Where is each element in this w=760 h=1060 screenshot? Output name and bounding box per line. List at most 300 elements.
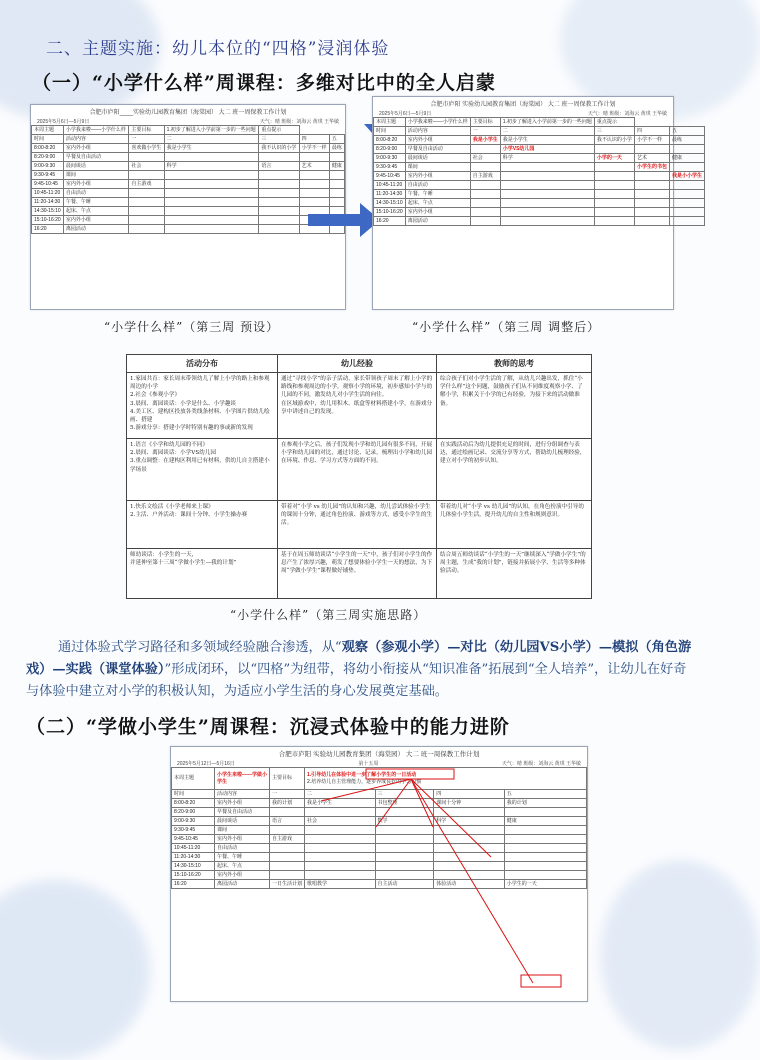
cell: 通过“寻找小学”的亲子活动，家长带领孩子周末了解上小学的路线和参观周边的小学，观察小学的环境，初步感知小学与幼儿园的不同，激发幼儿对小学生活的向往。 在区域游戏中，幼儿用积木、纸盒等材料搭建小学，在游戏分享中讲述自己的发现。 (278, 373, 437, 439)
table-cell: 自主游戏 (270, 835, 305, 844)
table-row (172, 844, 587, 853)
table-cell: 11:20-14:30 (32, 198, 64, 207)
cell: 带着对“小学 vs 幼儿园”的认知和兴趣，幼儿尝试体验小学生的课间十分钟，通过角色扮演、游戏等方式，感受小学生的生活。 (278, 501, 437, 549)
table-cell: 室内外小组 (215, 835, 270, 844)
doc-meta: 天气：晴 班级：刘海云 黄琪 王华敏 (501, 761, 581, 767)
table-row (32, 216, 345, 225)
table-cell (259, 189, 299, 198)
table-cell (504, 853, 586, 862)
table-cell (669, 217, 704, 226)
table-cell: 室内外小组 (405, 208, 470, 217)
table-row (374, 163, 705, 172)
table-cell: 午餐、午睡 (63, 198, 128, 207)
implementation-table (126, 354, 592, 599)
table-row (127, 373, 592, 439)
table-cell: 起床、午点 (215, 862, 270, 871)
table-row (32, 144, 345, 153)
table-row (172, 835, 587, 844)
table-cell: 本周主题 (374, 118, 406, 127)
table-row (32, 189, 345, 198)
table-cell (164, 180, 259, 189)
table-cell: 1.初步了解进入小学前第一步的一些问题 (500, 118, 594, 127)
table-row (374, 127, 705, 136)
table-cell (434, 853, 504, 862)
header-activity: 活动分布 (127, 355, 278, 373)
table-cell: 9:30-9:45 (172, 826, 215, 835)
table-cell (470, 217, 500, 226)
table-cell: 室内外小组 (63, 180, 128, 189)
table-cell: 15:10-16:20 (32, 216, 64, 225)
table-row (172, 790, 587, 799)
table-cell: 活动内容 (405, 127, 470, 136)
table-cell (594, 199, 634, 208)
cell: 综合孩子们对小学生活的了解，从幼儿兴趣出发，抓住“小学什么样”这个问题，鼓励孩子们从不同维度观察小学、了解小学，积累关于小学的已有经验，为接下来的活动做准备。 (437, 373, 592, 439)
table-row (172, 826, 587, 835)
table-cell: 晨练 (669, 136, 704, 145)
table-row (32, 171, 345, 180)
table-cell: 课间十分钟 (434, 799, 504, 808)
table-row (374, 190, 705, 199)
table-cell (504, 862, 586, 871)
table-cell (164, 198, 259, 207)
table-cell: 歌唱教学 (305, 880, 375, 889)
table-row (172, 880, 587, 889)
table-cell (669, 208, 704, 217)
table-cell: 一日生活计划 (270, 880, 305, 889)
table-cell (594, 145, 634, 154)
table-row (374, 154, 705, 163)
caption-adjusted: “小学什么样”（第三周 调整后） (412, 320, 601, 334)
table-cell: 晨练 (329, 144, 344, 153)
table-cell (500, 208, 594, 217)
cell: 1.语言《小学和幼儿园的不同》 2.晨间、离园谈话：小学VS幼儿园 3.重点调整：在建构区利用已有材料，供幼儿自主搭建小学场景 (127, 439, 278, 501)
table-cell (504, 844, 586, 853)
table-cell: 室内外小组 (215, 871, 270, 880)
cell: 在实践活动后为幼儿提供充足的时间，进行分组调查与表达，通过绘画记录、交流分享等方式，帮助幼儿梳理经验，建立对小学的初步认知。 (437, 439, 592, 501)
table-cell (634, 172, 669, 181)
table-cell: 课间 (405, 163, 470, 172)
cell: 1.家园共育：家长周末带领幼儿了解上小学的路上和参观周边的小学 2.社会《参观小学》 3.晨间、离园谈话：小学是什么、小学趣谈 4.美工区、建构区投放各类线条材料、小学图片供幼儿绘画、搭建 5.游戏分享：搭建小学时特别有趣的事或新的发现 (127, 373, 278, 439)
table-cell: 四 (434, 790, 504, 799)
table-cell (669, 181, 704, 190)
table-cell: 五 (669, 127, 704, 136)
table-cell (329, 180, 344, 189)
table-row (374, 181, 705, 190)
table-cell: 科学 (434, 817, 504, 826)
table-cell: 9:45-10:45 (172, 835, 215, 844)
table-cell (270, 862, 305, 871)
table-cell: 9:45-10:45 (374, 172, 406, 181)
subsection-title-1: （一）“小学什么样”周课程：多维对比中的全人启蒙 (32, 72, 496, 94)
table-cell (299, 171, 329, 180)
table-cell: 9:30-9:45 (32, 171, 64, 180)
table-cell: 我的计划 (270, 799, 305, 808)
table-cell: 8:00-8:20 (172, 799, 215, 808)
table-cell: 室内外小组 (215, 799, 270, 808)
table-cell (270, 844, 305, 853)
table-cell: 8:00-8:20 (32, 144, 64, 153)
cell: 1.快乐文绘活《小学老师来上课》 2.主活、户外活动：课间十分钟、小学生操办赛 (127, 501, 278, 549)
table-cell (375, 826, 434, 835)
table-cell (470, 145, 500, 154)
table-cell (270, 853, 305, 862)
table-cell: 室内外小组 (405, 136, 470, 145)
table-cell: 室内外小组 (63, 216, 128, 225)
table-cell (594, 208, 634, 217)
watercolor-wash-bottom-right (600, 860, 760, 1050)
plan-document-adjusted (372, 96, 702, 310)
cell: 师幼谈话：小学生的一天， 并延伸至第十三周“学做小学生—我的计划” (127, 549, 278, 599)
table-cell (434, 835, 504, 844)
table-cell (329, 189, 344, 198)
header-experience: 幼儿经验 (278, 355, 437, 373)
table-cell (129, 225, 164, 234)
table-cell: 小学生的一天 (504, 880, 586, 889)
table-cell (594, 163, 634, 172)
table-row (32, 180, 345, 189)
table-cell (500, 172, 594, 181)
table-row (172, 862, 587, 871)
table-cell (270, 871, 305, 880)
table-cell (375, 871, 434, 880)
table-cell: 早餐及自由活动 (215, 808, 270, 817)
table-cell: 9:00-9:30 (374, 154, 406, 163)
table-cell (305, 853, 375, 862)
table-cell: 15:10-16:20 (172, 871, 215, 880)
table-cell: 10:45-11:20 (172, 844, 215, 853)
table-cell (129, 171, 164, 180)
table-row (172, 853, 587, 862)
table-cell: 自主活动 (375, 880, 434, 889)
table-cell: 一 (129, 135, 164, 144)
table-cell (634, 190, 669, 199)
table-cell (259, 216, 299, 225)
table-cell: 五 (504, 790, 586, 799)
table-cell: 15:10-16:20 (374, 208, 406, 217)
table-cell: 时间 (172, 790, 215, 799)
table-cell (594, 217, 634, 226)
keyword-chain: —对比（幼儿园VS小学）—模拟（角色游戏）—实践（课堂体验） (26, 640, 692, 677)
goal-2: 2.培养幼儿自主管理能力，逐步养成良好的学习习惯 (307, 778, 422, 785)
table-cell: 8:20-9:00 (374, 145, 406, 154)
table-row (127, 501, 592, 549)
table-cell: 五 (329, 135, 344, 144)
table-cell (594, 181, 634, 190)
doc-table: 本周主题 小学生来啦——学做小学生 主要目标 1.引导幼儿在体验中进一步了解小学生的一日活动 2.培养幼儿自主管理能力，逐步养成良好的学习习惯 时间 活动内容 一 二 三 四 五 8:00-8:20 室内外小组 我的计划 我是小学生 书包整理 课间十分钟 我的计划 8:20-9:00 早餐及自由活动 9:00-9:30 晨间谈话 语言 社会 数学 科学 健康 9:30-9:45 课间 9:45-10:45 室内外小组 自主游戏 10:45-11:20 自由活动 11:20-14:30 午餐、午睡 14:30-15:10 起床、午点 15:10-16:20 室内外小组 16:20 离园活动 一日生活计划 歌唱教学 自主活动 体验活动 小学生的一天 (171, 767, 587, 889)
table-cell: 小学不一样 (634, 136, 669, 145)
table-cell (500, 217, 594, 226)
table-cell (259, 171, 299, 180)
table-cell (329, 171, 344, 180)
table-cell (634, 217, 669, 226)
watercolor-wash-bottom-left (0, 880, 150, 1060)
table-cell: 主要目标 (129, 126, 164, 135)
table-cell: 语言 (259, 162, 299, 171)
table-cell: 三 (375, 790, 434, 799)
table-cell: 16:20 (172, 880, 215, 889)
arrow-right-icon (306, 200, 382, 240)
table-cell (669, 163, 704, 172)
table-cell: 时间 (32, 135, 64, 144)
table-row (32, 126, 345, 135)
table-cell: 主要目标 (470, 118, 500, 127)
table-cell: 小学我来啦——小学什么样 (63, 126, 128, 135)
table-cell (299, 153, 329, 162)
table-cell: 离园活动 (405, 217, 470, 226)
table-row (374, 145, 705, 154)
table-row (127, 439, 592, 501)
table-cell (164, 189, 259, 198)
doc-week: 第十五周 (358, 761, 379, 767)
table-cell (634, 145, 669, 154)
table-cell (375, 853, 434, 862)
plan-document-week15 (170, 746, 588, 1002)
table-cell: 一 (270, 790, 305, 799)
table-cell: 二 (305, 790, 375, 799)
table-cell: 二 (500, 127, 594, 136)
table-row (172, 799, 587, 808)
table-cell (305, 862, 375, 871)
table-cell: 健康 (329, 162, 344, 171)
table-row (374, 118, 705, 127)
table-cell: 自由活动 (63, 189, 128, 198)
table-cell: 艺术 (634, 154, 669, 163)
table-cell: 三 (594, 127, 634, 136)
table-cell (470, 163, 500, 172)
table-cell: 晨间谈话 (63, 162, 128, 171)
table-cell (504, 826, 586, 835)
table-row (32, 198, 345, 207)
doc-title: 合肥市庐阳 实验幼儿园教育集团（海棠园） 大二 班一周保教工作计划 (278, 751, 480, 758)
table-cell (259, 180, 299, 189)
table-cell: 小学生的书包 (634, 163, 669, 172)
table-cell: 晨间谈话 (405, 154, 470, 163)
cell: 结合周五师幼谈话“小学生的一天”继续深入“学做小学生”的周主题，生成“我的计划”，链接并拓展小学、生活等多种体验活动。 (437, 549, 592, 599)
table-cell: 晨间谈话 (215, 817, 270, 826)
table-row (32, 207, 345, 216)
table-cell (129, 189, 164, 198)
table-cell: 起床、午点 (405, 199, 470, 208)
table-cell: 16:20 (374, 217, 406, 226)
table-cell: 8:00-8:20 (374, 136, 406, 145)
table-cell (375, 808, 434, 817)
doc-meta: 天气：晴 班级：刘海云 黄琪 王华敏 (587, 111, 667, 117)
table-cell (129, 216, 164, 225)
table-cell: 重点提示 (594, 118, 634, 127)
table-cell: 14:30-15:10 (374, 199, 406, 208)
table-cell: 午餐、午睡 (215, 853, 270, 862)
table-cell: 16:20 (32, 225, 64, 234)
table-cell: 体验活动 (434, 880, 504, 889)
section-title: 二、主题实施：幼儿本位的“四格”浸润体验 (46, 39, 390, 59)
table-cell: 14:30-15:10 (172, 862, 215, 871)
table-cell: 离园活动 (215, 880, 270, 889)
table-cell (634, 208, 669, 217)
doc-date: 2025年5月12日—5月16日 (177, 761, 235, 767)
table-cell (270, 826, 305, 835)
table-cell: 起床、午点 (63, 207, 128, 216)
table-row (374, 217, 705, 226)
table-row (172, 871, 587, 880)
table-cell (470, 199, 500, 208)
table-cell (129, 153, 164, 162)
table-cell (305, 808, 375, 817)
table-row (127, 549, 592, 599)
caption-implementation: “小学什么样”（第三周实施思路） (230, 608, 427, 622)
table-cell: 科学 (164, 162, 259, 171)
header-teacher: 教师的思考 (437, 355, 592, 373)
doc-meta: 天气：晴 班级：刘海云 黄琪 王华敏 (259, 119, 339, 125)
table-cell (434, 808, 504, 817)
table-cell (375, 844, 434, 853)
table-cell (500, 190, 594, 199)
table-cell: 10:45-11:20 (374, 181, 406, 190)
table-cell: 小学我来啦——小学什么样 (405, 118, 470, 127)
table-cell: 社会 (305, 817, 375, 826)
table-cell (504, 808, 586, 817)
table-cell (329, 153, 344, 162)
table-cell (634, 199, 669, 208)
table-cell: 9:45-10:45 (32, 180, 64, 189)
table-cell: 社会 (470, 154, 500, 163)
table-cell (504, 835, 586, 844)
table-cell: 四 (634, 127, 669, 136)
table-cell (164, 153, 259, 162)
table-cell: 课间 (215, 826, 270, 835)
summary-paragraph: 通过体验式学习路径和多领域经验融合渗透，从“观察（参观小学）—对比（幼儿园VS小学）—模拟（角色游戏）—实践（课堂体验）”形成闭环，以“四格”为纽带，将幼小衔接从“知识准备”拓展到“全人培养”，让幼儿在好奇与体验中建立对小学的积极认知，为适应小学生活的身心发展奠定基础。 (26, 640, 692, 699)
table-cell (594, 190, 634, 199)
table-cell (375, 835, 434, 844)
table-cell: 自由活动 (405, 181, 470, 190)
theme-cell: 小学生来啦——学做小学生 (215, 768, 270, 790)
table-cell (470, 208, 500, 217)
table-cell: 11:20-14:30 (374, 190, 406, 199)
table-cell: 自主游戏 (129, 180, 164, 189)
table-cell (634, 181, 669, 190)
table-row (374, 199, 705, 208)
table-cell (129, 207, 164, 216)
goal-1: 1.引导幼儿在体验中进一步了解小学生的一日活动 (307, 771, 417, 778)
doc-date: 2025年5月6日—5月9日 (37, 119, 90, 125)
doc-table (373, 117, 705, 226)
table-cell: 一 (470, 127, 500, 136)
table-cell: 二 (164, 135, 259, 144)
table-cell (164, 216, 259, 225)
table-cell (434, 826, 504, 835)
cell: 基于在周五师幼谈话“小学生的一天”中，孩子们对小学生的作息产生了浓厚兴趣，萌发了想要体验小学生一天的想法，为下周“学做小学生”课程做好铺垫。 (278, 549, 437, 599)
table-cell: 本周主题 (32, 126, 64, 135)
table-cell: 我是小学生 (500, 136, 594, 145)
cell: 在参观小学之后，孩子们发现小学和幼儿园有很多不同，开展小学和幼儿园的对比，通过讨论、记录，梳理出小学和幼儿园在环境、作息、学习方式等方面的不同。 (278, 439, 437, 501)
table-cell (299, 180, 329, 189)
table-cell: 书包整理 (375, 799, 434, 808)
table-cell (500, 163, 594, 172)
table-cell: 14:30-15:10 (32, 207, 64, 216)
table-cell (164, 207, 259, 216)
table-cell (129, 198, 164, 207)
table-cell: 我是小小学生 (669, 172, 704, 181)
table-cell (305, 835, 375, 844)
table-cell (299, 189, 329, 198)
table-cell: 室内外小组 (63, 144, 128, 153)
subsection-title-2: （二）“学做小学生”周课程：沉浸式体验中的能力进阶 (26, 716, 510, 738)
table-cell (270, 808, 305, 817)
table-cell: 艺术 (299, 162, 329, 171)
table-cell: 小学VS幼儿园 (500, 145, 594, 154)
table-cell (504, 871, 586, 880)
table-cell: 我不认识的小学 (259, 144, 299, 153)
table-cell: 9:00-9:30 (32, 162, 64, 171)
table-cell (164, 171, 259, 180)
table-cell (500, 199, 594, 208)
table-cell (305, 871, 375, 880)
table-row (32, 162, 345, 171)
table-cell (470, 181, 500, 190)
caption-preset: “小学什么样”（第三周 预设） (104, 320, 280, 334)
table-row (374, 172, 705, 181)
table-cell (259, 153, 299, 162)
doc-date: 2025年5月6日—5月9日 (379, 111, 432, 117)
table-cell: 我不认识的小学 (594, 136, 634, 145)
table-cell (500, 181, 594, 190)
table-cell: 9:00-9:30 (172, 817, 215, 826)
table-row (172, 808, 587, 817)
table-cell (669, 199, 704, 208)
table-cell (259, 198, 299, 207)
cell: 带着幼儿对“小学 vs 幼儿园”的认知，在角色扮演中引导幼儿体验小学生活，提升幼儿的自主性和规则意识。 (437, 501, 592, 549)
table-row (374, 208, 705, 217)
table-cell (434, 844, 504, 853)
table-cell: 健康 (669, 154, 704, 163)
table-cell: 早餐及自由活动 (63, 153, 128, 162)
table-cell: 自由活动 (215, 844, 270, 853)
table-cell: 离园活动 (63, 225, 128, 234)
watercolor-wash-top-left (0, 0, 160, 120)
table-cell: 活动内容 (63, 135, 128, 144)
table-cell: 早餐及自由活动 (405, 145, 470, 154)
table-cell: 三 (259, 135, 299, 144)
table-cell (305, 826, 375, 835)
table-cell: 1.初步了解进入小学前第一步的一些问题 (164, 126, 259, 135)
table-cell (259, 207, 299, 216)
table-cell: 10:45-11:20 (32, 189, 64, 198)
table-cell: 小学不一样 (299, 144, 329, 153)
table-cell (434, 871, 504, 880)
table-cell (434, 862, 504, 871)
table-cell: 科学 (500, 154, 594, 163)
doc-title: 合肥市庐阳 实验幼儿园教育集团（海棠园） 大二 班一周保教工作计划 (430, 102, 616, 108)
table-cell (669, 145, 704, 154)
table-cell: 活动内容 (215, 790, 270, 799)
doc-title: 合肥市庐阳____实验幼儿园教育集团（海棠园） 大二 班一周保教工作计划 (89, 110, 287, 116)
table-cell: 喜欢做小学生 (129, 144, 164, 153)
table-cell: 9:30-9:45 (374, 163, 406, 172)
keyword-observe: 观察（参观小学） (341, 640, 448, 655)
table-cell: 11:20-14:30 (172, 853, 215, 862)
table-cell: 8:20-9:00 (32, 153, 64, 162)
plan-document-preset (30, 104, 346, 310)
table-cell: 时间 (374, 127, 406, 136)
table-cell: 8:20-9:00 (172, 808, 215, 817)
table-cell: 小学的一天 (594, 154, 634, 163)
table-cell (164, 225, 259, 234)
table-row (32, 153, 345, 162)
table-cell: 午餐、午睡 (405, 190, 470, 199)
table-cell: 室内外小组 (405, 172, 470, 181)
table-cell: 我的计划 (504, 799, 586, 808)
table-row (172, 817, 587, 826)
table-row (374, 136, 705, 145)
